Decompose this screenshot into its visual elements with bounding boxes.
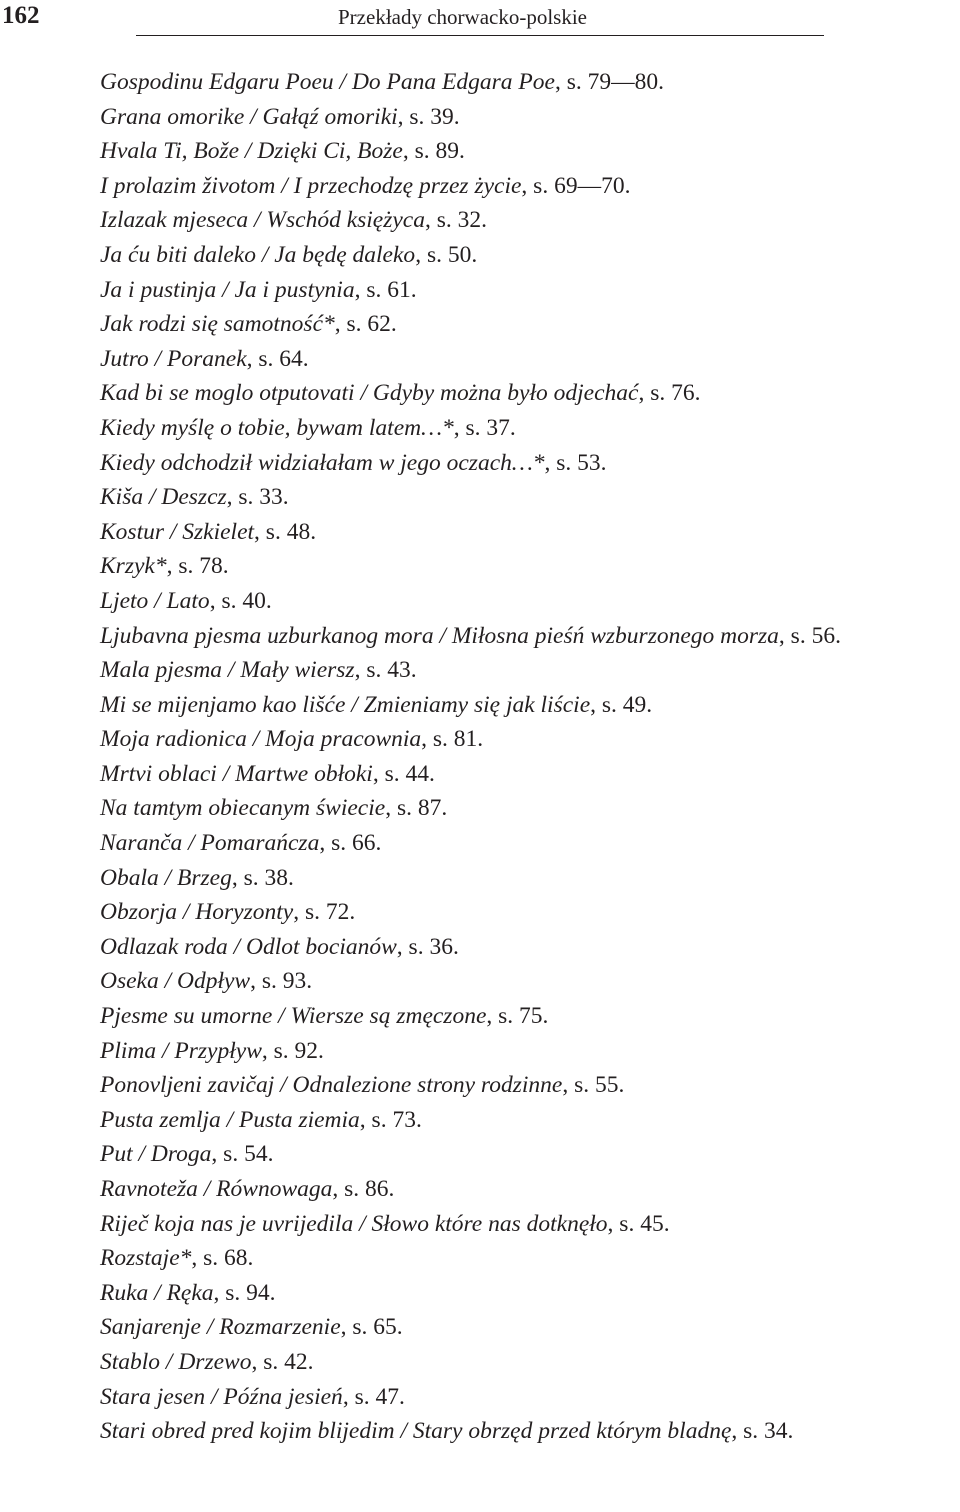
entry-page-ref: , s. 37.: [453, 414, 516, 441]
index-entry: [100, 238, 960, 273]
index-entry: [100, 653, 960, 688]
entry-title: Jutro / Poranek: [100, 345, 247, 372]
index-entry: [100, 1172, 960, 1207]
index-entries: [100, 65, 960, 1449]
entry-title: Mala pjesma / Mały wiersz: [100, 657, 355, 684]
entry-title: Kiedy odchodził widziałałam w jego oczach…*: [100, 449, 545, 476]
index-entry: [100, 65, 960, 100]
entry-page-ref: , s. 36.: [396, 933, 459, 960]
entry-title: Sanjarenje / Rozmarzenie: [100, 1314, 341, 1341]
index-entry: [100, 999, 960, 1034]
entry-page-ref: , s. 78.: [166, 553, 229, 580]
index-entry: [100, 688, 960, 723]
entry-title: Plima / Przypływ: [100, 1037, 262, 1064]
index-entry: [100, 619, 960, 654]
entry-page-ref: , s. 81.: [421, 726, 484, 753]
entry-page-ref: , s. 87.: [385, 795, 448, 822]
entry-page-ref: , s. 92.: [261, 1037, 324, 1064]
index-entry: [100, 1034, 960, 1069]
index-entry: [100, 1380, 960, 1415]
index-entry: [100, 1207, 960, 1242]
entry-page-ref: , s. 79—80.: [554, 69, 664, 95]
entry-title: Obzorja / Horyzonty: [100, 899, 294, 926]
index-entry: [100, 1068, 960, 1103]
index-entry: [100, 549, 960, 584]
entry-title: Ljubavna pjesma uzburkanog mora / Miłosna pieśń wzburzonego morza: [100, 622, 779, 649]
entry-page-ref: , s. 66.: [319, 830, 382, 857]
header-rule: [136, 35, 824, 36]
entry-page-ref: , s. 72.: [293, 899, 356, 926]
index-entry: [100, 446, 960, 481]
index-entry: [100, 895, 960, 930]
entry-page-ref: , s. 68.: [191, 1245, 254, 1272]
entry-title: Mrtvi oblaci / Martwe obłoki: [100, 760, 373, 787]
entry-title: Moja radionica / Moja pracownia: [100, 726, 422, 753]
index-entry: [100, 757, 960, 792]
entry-title: Kiša / Deszcz: [100, 484, 227, 511]
running-header: [0, 0, 960, 40]
entry-title: Stari obred pred kojim blijedim / Stary obrzęd przed którym bladnę: [100, 1418, 732, 1445]
index-entry: [100, 1241, 960, 1276]
entry-page-ref: , s. 56.: [778, 622, 841, 649]
entry-title: Ljeto / Lato: [100, 587, 210, 614]
index-entry: [100, 273, 960, 308]
entry-page-ref: , s. 45.: [607, 1210, 670, 1237]
index-entry: [100, 584, 960, 619]
entry-title: Ja i pustinja / Ja i pustynia: [100, 276, 355, 303]
entry-title: Kiedy myślę o tobie, bywam latem…*: [100, 414, 454, 441]
entry-page-ref: , s. 86.: [332, 1176, 395, 1202]
entry-title: Na tamtym obiecanym świecie: [100, 795, 386, 822]
entry-title: Ruka / Ręka: [100, 1279, 214, 1306]
entry-title: Rozstaje*: [100, 1245, 192, 1272]
index-entry: [100, 307, 960, 342]
entry-page-ref: , s. 89.: [402, 138, 465, 165]
entry-page-ref: , s. 38.: [231, 864, 294, 891]
index-entry: [100, 861, 960, 896]
entry-page-ref: , s. 75.: [486, 1003, 549, 1030]
index-entry: [100, 376, 960, 411]
index-entry: [100, 722, 960, 757]
entry-page-ref: , s. 48.: [254, 518, 317, 545]
index-entry: [100, 134, 960, 169]
index-entry: [100, 964, 960, 999]
index-entry: [100, 1310, 960, 1345]
entry-title: Pjesme su umorne / Wiersze są zmęczone: [100, 1003, 487, 1030]
entry-title: Stablo / Drzewo: [100, 1348, 252, 1375]
entry-title: Odlazak roda / Odlot bocianów: [100, 933, 397, 960]
index-entry: [100, 411, 960, 446]
index-entry: [100, 1137, 960, 1172]
index-entry: [100, 515, 960, 550]
entry-title: Kostur / Szkielet: [100, 518, 255, 545]
entry-page-ref: , s. 54.: [211, 1141, 274, 1168]
index-entry: [100, 930, 960, 965]
entry-page-ref: , s. 47.: [342, 1383, 405, 1410]
entry-title: Grana omorike / Gałąź omoriki: [100, 103, 398, 130]
running-title: Przekłady chorwacko-polskie: [338, 5, 587, 29]
entry-page-ref: , s. 73.: [359, 1106, 422, 1133]
entry-page-ref: , s. 39.: [397, 103, 460, 130]
page-number: 162: [2, 2, 40, 29]
index-entry: [100, 169, 960, 204]
index-entry: [100, 826, 960, 861]
index-entry: [100, 480, 960, 515]
entry-title: Oseka / Odpływ: [100, 968, 251, 995]
entry-title: Ponovljeni zavičaj / Odnalezione strony rodzinne: [100, 1072, 563, 1099]
entry-title: Kad bi se moglo otputovati / Gdyby można było odjechać: [100, 380, 639, 407]
index-entry: [100, 1103, 960, 1138]
index-entry: [100, 791, 960, 826]
entry-title: Hvala Ti, Bože / Dzięki Ci, Boże: [100, 138, 403, 165]
entry-title: Naranča / Pomarańcza: [100, 830, 320, 857]
entry-title: Put / Droga: [100, 1141, 212, 1168]
entry-title: Obala / Brzeg: [100, 864, 232, 891]
entry-title: Izlazak mjeseca / Wschód księżyca: [100, 207, 425, 234]
entry-title: Gospodinu Edgaru Poeu / Do Pana Edgara Poe: [100, 69, 555, 95]
entry-title: Krzyk*: [100, 553, 167, 580]
entry-page-ref: , s. 44.: [372, 760, 435, 787]
entry-title: Pusta zemlja / Pusta ziemia: [100, 1106, 360, 1133]
entry-page-ref: , s. 76.: [638, 380, 701, 407]
entry-title: Ravnoteža / Równowaga: [100, 1176, 333, 1202]
index-entry: [100, 1276, 960, 1311]
entry-page-ref: , s. 61.: [354, 276, 417, 303]
index-entry: [100, 100, 960, 135]
entry-page-ref: , s. 42.: [251, 1348, 314, 1375]
index-entry: [100, 1345, 960, 1380]
entry-page-ref: , s. 69—70.: [521, 172, 631, 199]
entry-page-ref: , s. 43.: [354, 657, 417, 684]
entry-page-ref: , s. 65.: [340, 1314, 403, 1341]
entry-page-ref: , s. 50.: [415, 241, 478, 268]
entry-title: Jak rodzi się samotność*: [100, 311, 335, 338]
entry-page-ref: , s. 32.: [424, 207, 488, 234]
entry-title: I prolazim životom / I przechodzę przez życie: [100, 172, 522, 199]
entry-page-ref: , s. 55.: [562, 1072, 625, 1099]
entry-page-ref: , s. 53.: [544, 449, 607, 476]
entry-title: Mi se mijenjamo kao lišće / Zmieniamy się jak liście: [100, 691, 591, 718]
entry-page-ref: , s. 33.: [226, 484, 289, 511]
entry-page-ref: , s. 94.: [213, 1279, 276, 1306]
index-entry: [100, 342, 960, 377]
entry-page-ref: , s. 40.: [209, 587, 272, 614]
entry-page-ref: , s. 49.: [590, 691, 653, 718]
index-entry: [100, 1414, 960, 1449]
entry-page-ref: , s. 64.: [246, 345, 309, 372]
entry-page-ref: , s. 34.: [731, 1418, 794, 1445]
entry-title: Ja ću biti daleko / Ja będę daleko: [100, 241, 416, 268]
index-entry: [100, 203, 960, 238]
entry-title: Stara jesen / Późna jesień: [100, 1383, 343, 1410]
entry-page-ref: , s. 93.: [250, 968, 313, 995]
entry-title: Riječ koja nas je uvrijedila / Słowo które nas dotknęło: [100, 1210, 608, 1237]
entry-page-ref: , s. 62.: [334, 311, 397, 338]
